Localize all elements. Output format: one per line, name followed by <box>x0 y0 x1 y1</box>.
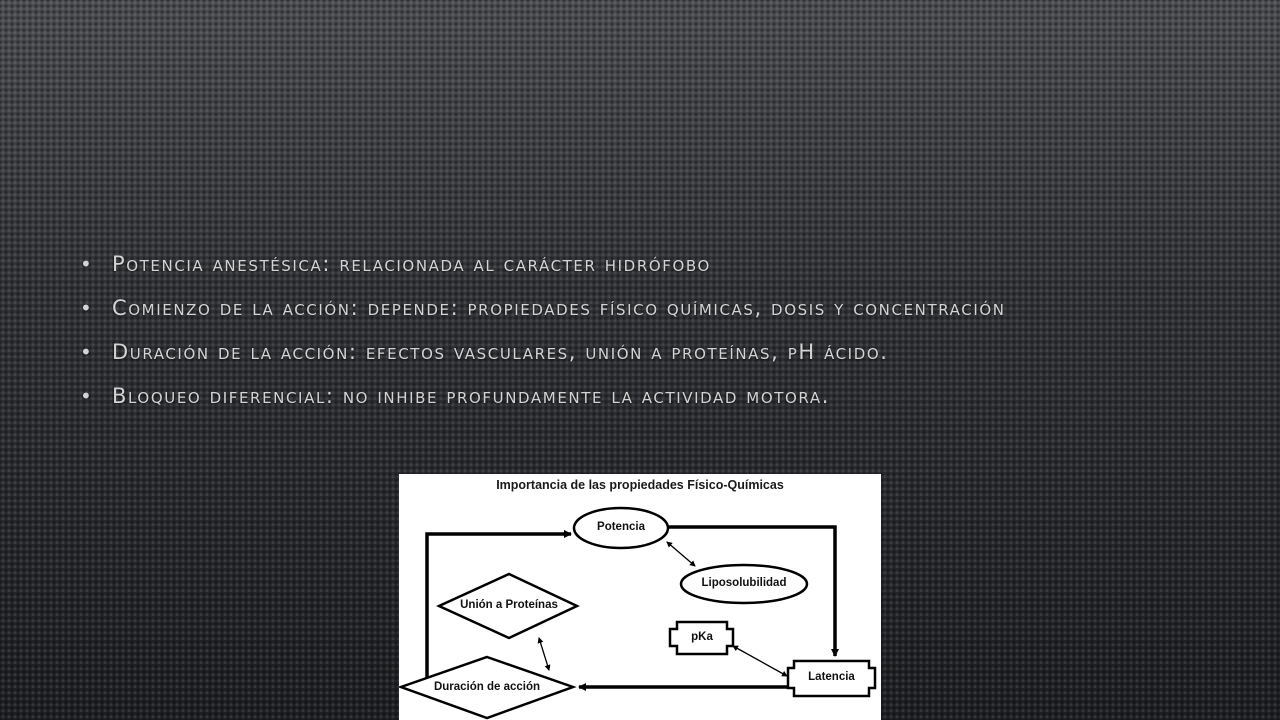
physicochemical-diagram <box>399 474 881 720</box>
bullet-dot-icon: • <box>80 384 94 408</box>
bullet-list <box>80 248 1200 424</box>
diagram-title: Importancia de las propiedades Físico-Químicas <box>496 478 784 492</box>
pka-latencia-link <box>733 646 787 676</box>
bullet-text: Duración de la acción: efectos vasculares, unión a proteínas, pH ácido. <box>112 340 889 364</box>
latencia-label: Latencia <box>808 671 855 683</box>
potencia-lipo-link <box>667 542 695 566</box>
bullet-item <box>80 292 1200 324</box>
pka-label: pKa <box>691 631 713 643</box>
bullet-dot-icon: • <box>80 252 94 276</box>
bullet-text: Comienzo de la acción: depende: propiedades físico químicas, dosis y concentración <box>112 296 1006 320</box>
potencia-label: Potencia <box>597 521 645 533</box>
liposolubilidad-label: Liposolubilidad <box>701 577 787 589</box>
bullet-text: Potencia anestésica: relacionada al carácter hidrófobo <box>112 252 711 276</box>
bullet-dot-icon: • <box>80 340 94 364</box>
bullet-item <box>80 336 1200 368</box>
duracion-label: Duración de acción <box>433 681 541 693</box>
union-duracion-link <box>539 638 549 670</box>
bullet-dot-icon: • <box>80 296 94 320</box>
bullet-item <box>80 248 1200 280</box>
bullet-item <box>80 380 1200 412</box>
union-label: Unión a Proteínas <box>460 599 558 611</box>
bullet-text: Bloqueo diferencial: no inhibe profundamente la actividad motora. <box>112 384 830 408</box>
